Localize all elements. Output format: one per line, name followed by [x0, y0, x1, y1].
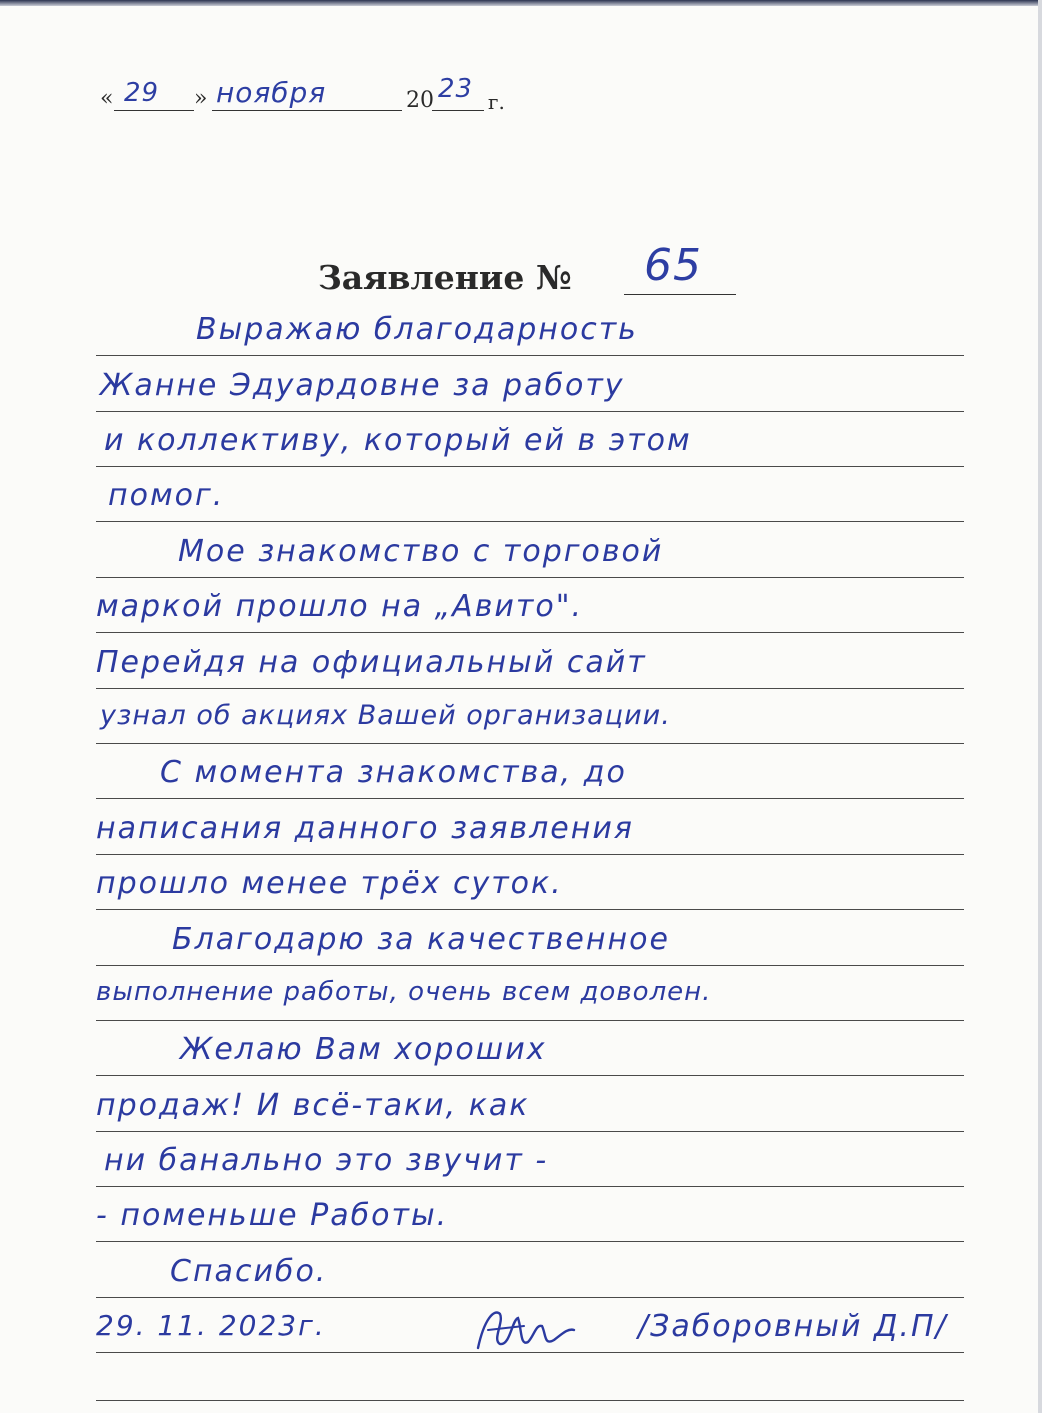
year-suffix: 23 [438, 74, 474, 104]
body-line: Перейдя на официальный сайт [96, 645, 647, 680]
body-line: - поменьше Работы. [96, 1198, 449, 1233]
ruled-line [96, 1186, 964, 1187]
body-line: выполнение работы, очень всем доволен. [96, 977, 712, 1007]
body-line: Жанне Эдуардовне за работу [100, 368, 625, 403]
ruled-line [96, 743, 964, 744]
date-quote-close: » [194, 86, 208, 111]
statement-title: Заявление № [318, 258, 572, 297]
ruled-line [96, 965, 964, 966]
date-day: 29 [124, 78, 160, 108]
body-line: Благодарю за качественное [172, 922, 670, 957]
ruled-line [96, 355, 964, 356]
ruled-line [96, 1131, 964, 1132]
body-line: и коллективу, который ей в этом [104, 423, 692, 458]
footer-signer: /Заборовный Д.П/ [638, 1309, 948, 1344]
body-line: Желаю Вам хороших [180, 1032, 547, 1067]
ruled-line [96, 1241, 964, 1242]
body-line: Выражаю благодарность [196, 312, 638, 347]
ruled-line [96, 1400, 964, 1401]
body-line: узнал об акциях Вашей организации. [100, 700, 671, 731]
ruled-line [96, 577, 964, 578]
body-line: Спасибо. [170, 1254, 328, 1289]
footer-date: 29. 11. 2023г. [96, 1309, 326, 1342]
body-line: Мое знакомство с торговой [178, 534, 664, 569]
ruled-line [96, 411, 964, 412]
ruled-line [96, 1020, 964, 1021]
ruled-line [96, 1297, 964, 1298]
statement-number: 65 [644, 240, 702, 291]
body-line: написания данного заявления [96, 811, 634, 846]
body-line: С момента знакомства, до [160, 755, 627, 790]
ruled-line [96, 1075, 964, 1076]
date-quote-open: « [100, 86, 114, 111]
ruled-line [96, 632, 964, 633]
ruled-line [96, 466, 964, 467]
ruled-line [96, 521, 964, 522]
year-unit: г. [488, 90, 505, 114]
ruled-line [96, 688, 964, 689]
year-prefix: 20 [406, 88, 434, 113]
date-month: ноября [216, 76, 327, 109]
ruled-line [96, 854, 964, 855]
ruled-line [96, 798, 964, 799]
signature-icon [470, 1300, 580, 1360]
body-line: прошло менее трёх суток. [96, 866, 563, 901]
body-line: ни банально это звучит - [104, 1143, 549, 1178]
ruled-line [96, 909, 964, 910]
body-line: помог. [108, 478, 225, 513]
body-line: продаж! И всё-таки, как [96, 1088, 530, 1123]
body-line: маркой прошло на „Авито". [96, 589, 584, 624]
